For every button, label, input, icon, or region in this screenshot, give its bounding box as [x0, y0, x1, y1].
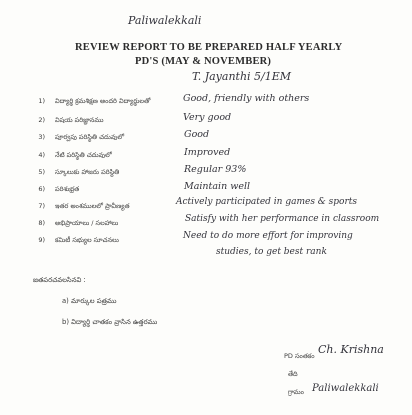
item-9-number: 9)	[38, 236, 45, 244]
pd-signature: Ch. Krishna	[318, 343, 384, 356]
item-7-answer: Actively participated in games & sports	[176, 197, 358, 207]
item-7-number: 7)	[38, 202, 45, 210]
item-5-question: స్కూలుకు హాజరు పరిస్థితి	[55, 168, 120, 176]
item-2-number: 2)	[38, 116, 45, 124]
item-3-answer: Good	[184, 129, 210, 140]
attachment-b: b) విద్యార్థి చాతకం వ్రాసిన ఉత్తరము	[62, 318, 158, 326]
village-label: గ్రామం	[288, 388, 304, 396]
item-5-number: 5)	[38, 168, 45, 176]
item-9-answer: Need to do more effort for improving	[183, 231, 353, 241]
attachment-a: a) మార్కుల పత్రము	[62, 297, 117, 305]
item-8-answer: Satisfy with her performance in classroom	[185, 214, 380, 224]
item-1-question: విద్యార్థి క్రమశిక్షణ అందరి విద్యార్థులతో	[55, 97, 151, 105]
place-handwritten: Paliwalekkali	[128, 14, 202, 27]
item-3-question: పూర్వపు పరిస్థితి చదువులో	[55, 133, 125, 141]
item-6-question: పరిశుభ్రత	[55, 185, 80, 193]
report-title-line1: REVIEW REPORT TO BE PREPARED HALF YEARLY	[75, 42, 343, 53]
item-4-number: 4)	[38, 151, 45, 159]
item-3-number: 3)	[38, 133, 45, 141]
item-8-number: 8)	[38, 219, 45, 227]
item-6-answer: Maintain well	[184, 181, 251, 192]
item-2-question: విషయ పరిజ్ఞానము	[55, 116, 104, 124]
item-1-answer: Good, friendly with others	[183, 93, 310, 104]
item-6-number: 6)	[38, 185, 45, 193]
item-4-question: నేటి పరిస్థితి చదువులో	[55, 151, 112, 159]
item-8-question: అభిప్రాయాలు / సలహాలు	[55, 219, 119, 227]
item-9-answer-line2: studies, to get best rank	[216, 247, 327, 257]
report-title-line2: PD'S (MAY & NOVEMBER)	[135, 56, 272, 67]
item-4-answer: Improved	[184, 147, 231, 158]
item-7-question: ఇతర అంశములలో ప్రావీణ్యత	[55, 202, 130, 210]
attachments-label: జతపరచవలసినవి :	[33, 276, 86, 284]
date-label: తేది	[288, 370, 298, 378]
village-handwritten: Paliwalekkali	[312, 383, 379, 394]
pd-signature-label: PD సంతకం	[284, 352, 315, 360]
student-name-handwritten: T. Jayanthi 5/1EM	[192, 70, 292, 83]
item-5-answer: Regular 93%	[184, 164, 247, 175]
item-9-question: కమిటీ సభ్యుల సూచనలు	[55, 236, 119, 244]
item-1-number: 1)	[38, 97, 45, 105]
item-2-answer: Very good	[183, 112, 232, 123]
